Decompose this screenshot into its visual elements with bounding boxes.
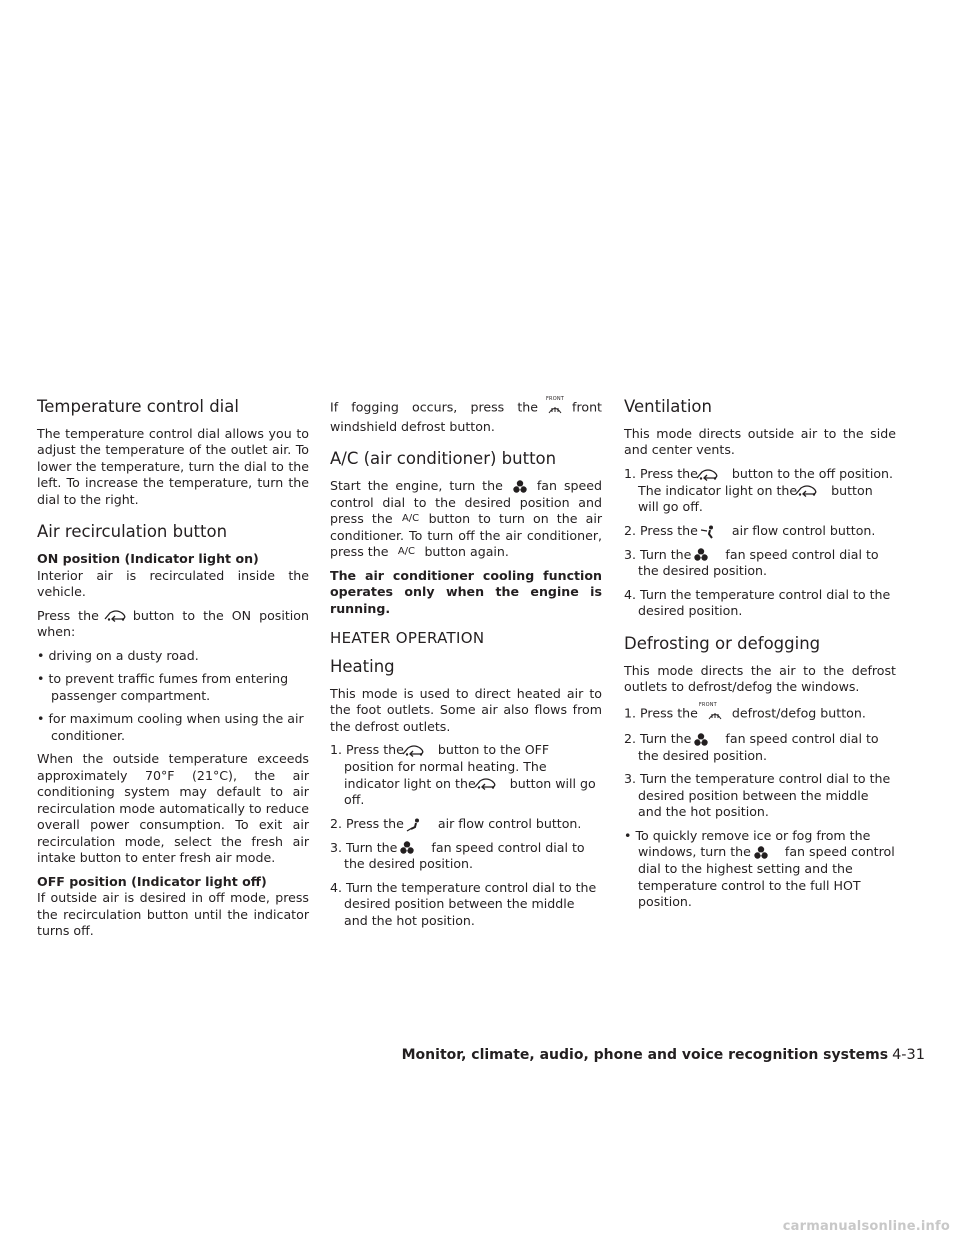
step-item: 3. Turn the fan speed control dial to the desired position. — [624, 546, 879, 579]
on-position-title: ON position (Indicator light on) — [37, 551, 259, 567]
ventilation-paragraph: This mode directs outside air to the side and center vents. — [624, 425, 896, 458]
page-footer — [398, 1047, 925, 1063]
heading-heater-operation: HEATER OPERATION — [330, 629, 485, 648]
bullet-item: • To quickly remove ice or fog from the windows, turn the fan speed control dial to the highest setting and the temperature control to the full HOT position. — [624, 827, 895, 910]
recirculation-icon — [479, 776, 507, 793]
heading-ventilation: Ventilation — [624, 397, 712, 416]
step-item: 2. Press the air flow control button. — [330, 815, 582, 831]
footer-section-title: Monitor, climate, audio, phone and voice recognition systems — [401, 1047, 889, 1063]
step-item: 3. Turn the temperature control dial to the desired position between the middle and the hot position. — [624, 771, 891, 820]
on-position-line: Interior air is recirculated inside the vehicle. — [37, 567, 309, 600]
fan-icon — [400, 840, 428, 857]
step-item: 1. Press the button to the OFF position for normal heating. The indicator light on the button will go off. — [330, 742, 596, 808]
air-flow-foot-icon — [407, 816, 435, 833]
step-item: 1. Press the button to the off position. The indicator light on the button will go off. — [624, 465, 894, 515]
defrosting-paragraph: This mode directs the air to the defrost outlets to defrost/defog the windows. — [624, 662, 896, 695]
fan-icon — [754, 845, 782, 862]
press-recirc-paragraph: Press the button to the ON position when: — [37, 607, 309, 640]
off-position-line: If outside air is desired in off mode, press the recirculation button until the indicator turns off. — [37, 890, 309, 939]
recirculation-icon — [800, 483, 828, 500]
front-defrost-icon: FRONT — [701, 703, 729, 725]
column-right — [624, 397, 896, 918]
step-item: 2. Turn the fan speed control dial to the desired position. — [624, 731, 879, 763]
temperature-paragraph: The temperature control dial allows you to adjust the temperature of the outlet air. To lower the temperature, turn the dial to the left. To increase the temperature, turn the dial to the right. — [37, 425, 309, 507]
heading-temperature-control-dial: Temperature control dial — [37, 397, 239, 416]
column-left — [37, 397, 309, 947]
heating-paragraph: This mode is used to direct heated air to the foot outlets. Some air also flows from the defrost outlets. — [330, 685, 602, 734]
recirculation-icon — [102, 608, 130, 625]
off-position-title: OFF position (Indicator light off) — [37, 873, 267, 889]
heading-defrosting: Defrosting or defogging — [624, 633, 821, 653]
step-item: 3. Turn the fan speed control dial to the desired position. — [330, 839, 585, 872]
step-item: 4. Turn the temperature control dial to the desired position between the middle and the hot position. — [330, 879, 597, 928]
front-defrost-icon: FRONT — [541, 397, 569, 419]
heading-air-recirculation: Air recirculation button — [37, 522, 228, 542]
ac-icon: A/C — [397, 546, 416, 558]
step-item: 2. Press the air flow control button. — [624, 522, 876, 538]
ac-paragraph: Start the engine, turn the fan speed control dial to the desired position and press the A/C button to turn on the air conditioner. To turn off the air conditioner, press the A/C button again. — [330, 477, 602, 560]
ac-icon: A/C — [401, 513, 420, 525]
air-flow-face-icon — [701, 523, 729, 540]
recirculation-icon — [407, 743, 435, 760]
heading-ac-button: A/C (air conditioner) button — [330, 449, 557, 468]
recirculation-icon — [701, 466, 729, 483]
bullet-item: • for maximum cooling when using the air conditioner. — [37, 711, 304, 743]
column-middle — [330, 397, 602, 936]
fan-icon — [694, 731, 722, 748]
bullet-item: • to prevent traffic fumes from entering passenger compartment. — [37, 671, 289, 703]
outside-temperature-paragraph: When the outside temperature exceeds approximately 70°F (21°C), the air conditioning system may default to air recirculation mode automatically to reduce overall power consumption. To exit air recirculation mode, select the fresh air intake button to enter fresh air mode. — [37, 751, 309, 866]
fan-icon — [506, 478, 534, 495]
fogging-paragraph: If fogging occurs, press the FRONT front windshield defrost button. — [330, 396, 602, 434]
watermark: carmanualsonline.info — [782, 1219, 950, 1234]
fan-icon — [694, 547, 722, 564]
heading-heating: Heating — [330, 657, 395, 677]
page-number: 4-31 — [892, 1047, 925, 1063]
step-item: 4. Turn the temperature control dial to the desired position. — [624, 586, 891, 619]
step-item: 1. Press the FRONT defrost/defog button. — [624, 703, 896, 725]
bullet-item: • driving on a dusty road. — [37, 647, 199, 663]
ac-warning: The air conditioner cooling function operates only when the engine is running. — [330, 567, 602, 616]
